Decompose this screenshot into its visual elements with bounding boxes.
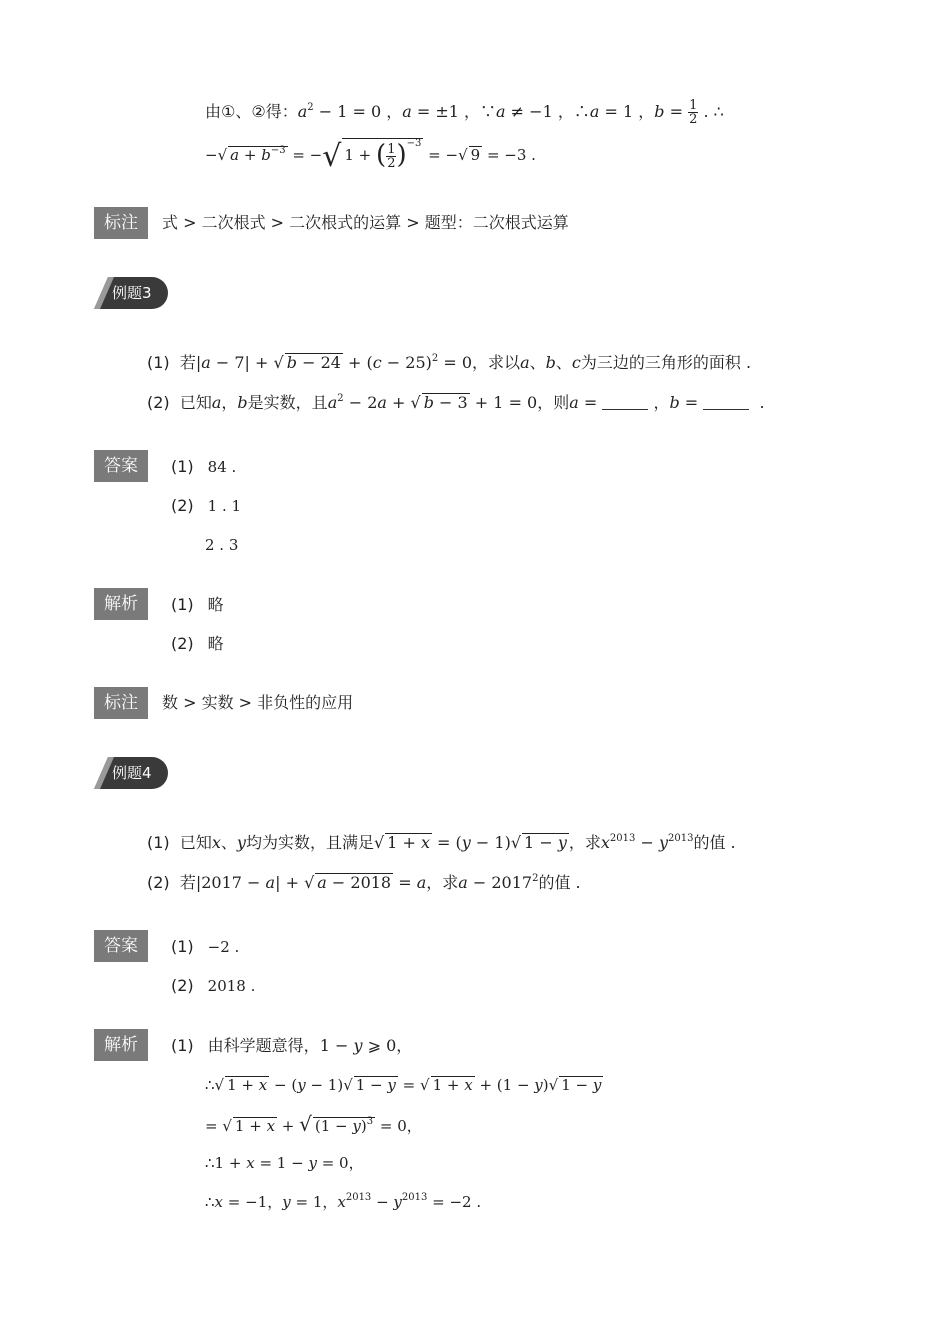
answer-4-item-2: (2) 2018 . <box>171 976 256 995</box>
answer-3-item-2: (2) 1 . 1 <box>171 496 242 515</box>
example-3-question-2: (2) 已知a，b是实数，且$a^2 - 2a$ + √ b − 3 + 1 = 0，则a = ，b = . <box>147 393 765 412</box>
answer-label-3: 答案 <box>94 450 148 482</box>
example-4-label: 例题4 <box>112 764 152 782</box>
analysis-4-line-1: (1) 由科学题意得，1 − y ⩾ 0， <box>171 1036 413 1055</box>
example-3-header <box>94 277 168 309</box>
example-4-question-1: (1) 已知x、y均为实数，且满足√ 1 + x = (y − 1)√ 1 − y ，求$x^{2013} - y^{2013}$的值 . <box>147 833 736 852</box>
example-4-header <box>94 757 168 789</box>
solution-line-1-prefix: 由①、②得： <box>205 102 298 121</box>
question-number: (1) <box>147 833 170 852</box>
question-number: (1) <box>147 353 170 372</box>
answer-3-item-3: 2 . 3 <box>205 536 239 554</box>
analysis-4-line-3: = √ 1 + x + √ $(1 - y)^3 = 0$， <box>205 1112 422 1136</box>
analysis-4-line-4: ∴1 + x = 1 − y = 0， <box>205 1154 364 1172</box>
analysis-label-3: 解析 <box>94 588 148 620</box>
analysis-4-line-5: ∴x = −1，y = 1，$x^{2013} - y^{2013} = -2$ . <box>205 1192 482 1211</box>
example-4-question-2: (2) 若|2017 − a| + √ a − 2018 = a，求$a - 2017^2$的值 . <box>147 873 581 892</box>
analysis-3-item-2: (2) 略 <box>171 634 224 653</box>
solution-line-2: −√ $a + b^{-3}$ = −√ 1 + ( $\frac{1}{2}$ )$^{-3}$ = −√ 9 = −3 . <box>205 138 536 174</box>
answer-blank-b[interactable] <box>703 395 749 410</box>
answer-label-4: 答案 <box>94 930 148 962</box>
fraction-one-half: $\frac{1}{2}$ <box>689 98 698 127</box>
analysis-label-4: 解析 <box>94 1029 148 1061</box>
answer-3-item-1: (1) 84 . <box>171 457 237 476</box>
question-number: (2) <box>147 393 170 412</box>
tag-text-1: 式 > 二次根式 > 二次根式的运算 > 题型：二次根式运算 <box>162 213 569 232</box>
analysis-3-item-1: (1) 略 <box>171 595 224 614</box>
example-3-label: 例题3 <box>112 284 152 302</box>
answer-blank-a[interactable] <box>602 395 648 410</box>
tag-text-2: 数 > 实数 > 非负性的应用 <box>162 693 354 712</box>
example-3-question-1: (1) 若|a − 7| + √ $b - 24 + (c - 25)^2 = 0$，求以a、b、c为三边的三角形的面积 . <box>147 353 752 372</box>
analysis-4-line-2: ∴√ 1 + x − (y − 1)√ 1 − y = √ 1 + x + (1 − y)√ 1 − y <box>205 1076 602 1094</box>
answer-4-item-1: (1) −2 . <box>171 937 240 956</box>
tag-label-1: 标注 <box>94 207 148 239</box>
solution-line-1: 由①、②得：$a^2 - 1 = 0$ ，a = ±1 ，∵a ≠ −1 ，∴a = 1 ，b = $\frac{1}{2}$ . ∴ <box>205 98 724 127</box>
question-number: (2) <box>147 873 170 892</box>
tag-label-2: 标注 <box>94 687 148 719</box>
